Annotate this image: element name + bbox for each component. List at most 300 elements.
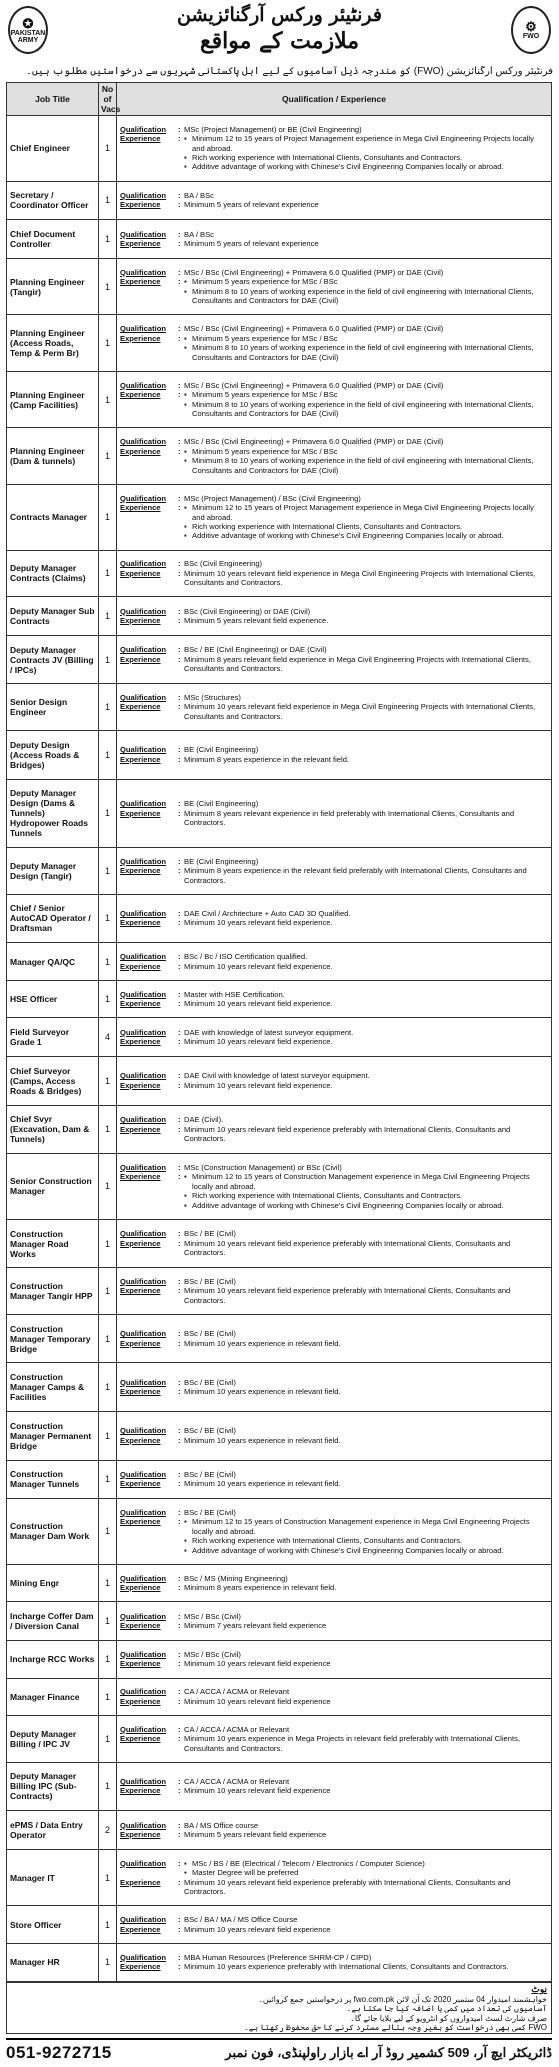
jobs-table	[6, 82, 552, 1982]
experience-value: Minimum 5 years experience for MSc / BSc	[192, 333, 338, 343]
qualification-value: DAE (Civil).	[184, 1115, 224, 1125]
job-title: Planning Engineer (Camp Facilities)	[7, 371, 99, 428]
qualification-line	[120, 990, 548, 999]
experience-label: Experience	[120, 1583, 161, 1593]
bullet-icon: ▪	[184, 399, 187, 409]
experience-value: Minimum 12 to 15 years of Project Management experience in Mega Civil Engineering Projects locally and abroad.	[192, 134, 534, 153]
vacancy-count: 1	[99, 1762, 117, 1811]
experience-line	[120, 655, 548, 674]
label-colon: :	[178, 559, 181, 569]
bullet-icon: ▪	[184, 522, 187, 532]
label-colon: :	[178, 961, 181, 971]
qualification-line	[120, 1868, 548, 1877]
label-colon: :	[178, 1286, 181, 1296]
table-row	[7, 1363, 552, 1412]
qualification-line	[120, 1163, 548, 1172]
label-colon: :	[178, 1962, 181, 1972]
vacancy-count: 1	[99, 1849, 117, 1906]
experience-label: Experience	[120, 918, 161, 928]
experience-value: Minimum 10 years relevant field experience.	[184, 999, 333, 1009]
table-row	[7, 1716, 552, 1763]
qualification-value: BSc / BA / MA / MS Office Course	[184, 1915, 298, 1925]
vacancy-count: 1	[99, 1943, 117, 1981]
experience-line	[120, 343, 548, 362]
label-colon: :	[178, 909, 181, 919]
label-colon: :	[178, 1924, 181, 1934]
qualification-experience-cell	[117, 1640, 552, 1678]
label-colon: :	[178, 1649, 181, 1659]
table-row	[7, 635, 552, 684]
bullet-icon: ▪	[184, 1545, 187, 1555]
experience-line	[120, 1201, 548, 1210]
qualification-value: Master with HSE Certification.	[184, 989, 285, 999]
experience-value: Minimum 8 years relevant field experience in Mega Civil Engineering Projects with International Clients, Consultants and Contractors.	[184, 654, 531, 674]
vacancy-count: 2	[99, 1811, 117, 1850]
qualification-experience-cell	[117, 730, 552, 779]
qualification-experience-cell	[117, 1460, 552, 1499]
table-row	[7, 258, 552, 315]
job-title: Manager IT	[7, 1849, 99, 1906]
label-colon: :	[178, 238, 181, 248]
qualification-value: BSc / BE (Civil Engineering) or DAE (Civil)	[184, 645, 327, 655]
bullet-icon: ▪	[184, 1191, 187, 1201]
footer	[6, 2038, 552, 2066]
label-colon: :	[178, 1621, 181, 1631]
fwo-logo	[511, 6, 551, 54]
qualification-line	[120, 857, 548, 866]
qualification-line	[120, 1329, 548, 1338]
experience-value: Minimum 10 years relevant field experience preferably with International Clients, Consultants and Contractors.	[184, 1238, 511, 1258]
bullet-icon: ▪	[184, 343, 187, 353]
experience-label: Experience	[120, 702, 161, 712]
label-colon: :	[178, 1915, 181, 1925]
label-colon: :	[178, 1276, 181, 1286]
qualification-value: CA / ACCA / ACMA or Relevant	[184, 1777, 290, 1787]
experience-value: Minimum 12 to 15 years of Construction Management experience in Mega Civil Engineering Projects locally and abroad.	[192, 1517, 530, 1536]
job-title: Construction Manager Camps & Facilities	[7, 1363, 99, 1412]
qualification-label: Qualification	[120, 1027, 166, 1037]
qualification-value: BSc / BE (Civil)	[184, 1276, 236, 1286]
qualification-value: Master Degree will be preferred	[192, 1868, 299, 1878]
table-row	[7, 894, 552, 943]
bullet-icon: ▪	[184, 134, 187, 144]
vacancy-count: 4	[99, 1018, 117, 1057]
experience-line	[120, 569, 548, 588]
qualification-experience-cell	[117, 848, 552, 895]
qualification-label: Qualification	[120, 324, 166, 334]
experience-label: Experience	[120, 1517, 161, 1527]
vacancy-count: 1	[99, 894, 117, 943]
qualification-value: MSc / BS / BE (Electrical / Telecom / Electronics / Computer Science)	[192, 1858, 425, 1868]
qualification-line	[120, 1915, 548, 1924]
label-colon: :	[178, 134, 181, 144]
qualification-experience-cell	[117, 1219, 552, 1268]
label-colon: :	[178, 693, 181, 703]
qualification-value: DAE Civil with knowledge of latest surveyor equipment.	[184, 1071, 370, 1081]
label-colon: :	[178, 446, 181, 456]
bullet-icon: ▪	[184, 531, 187, 541]
qualification-label: Qualification	[120, 559, 166, 569]
table-row	[7, 550, 552, 597]
label-colon: :	[178, 856, 181, 866]
label-colon: :	[178, 999, 181, 1009]
qualification-label: Qualification	[120, 267, 166, 277]
experience-line	[120, 702, 548, 721]
table-row	[7, 1460, 552, 1499]
qualification-label: Qualification	[120, 1724, 166, 1734]
qualification-experience-cell	[117, 258, 552, 315]
experience-value: Additive advantage of working with Chinese's Civil Engineering Companies locally or abroad.	[192, 531, 504, 541]
experience-line	[120, 1546, 548, 1555]
label-colon: :	[178, 1469, 181, 1479]
experience-value: Minimum 10 years relevant field experience.	[184, 961, 333, 971]
job-title: Deputy Manager Billing / IPC JV	[7, 1716, 99, 1763]
experience-value: Rich working experience with International Clients, Consultants and Contractors.	[192, 1536, 463, 1546]
table-row	[7, 1412, 552, 1461]
experience-line	[120, 239, 548, 248]
table-row	[7, 1314, 552, 1363]
table-row	[7, 220, 552, 259]
qualification-line	[120, 693, 548, 702]
logo-right-text: FWO	[522, 33, 540, 40]
qualification-experience-cell	[117, 1678, 552, 1716]
experience-value: Minimum 8 to 10 years of working experience in the field of civil engineering with International Clients, Consultants and Contractors for DAE (Civil)	[192, 343, 534, 362]
qualification-experience-cell	[117, 371, 552, 428]
qualification-experience-cell	[117, 1154, 552, 1220]
experience-value: Minimum 10 years relevant field experience	[184, 1696, 331, 1706]
label-colon: :	[178, 1696, 181, 1706]
job-title: Deputy Manager Sub Contracts	[7, 597, 99, 636]
experience-value: Minimum 5 years experience for MSc / BSc	[192, 446, 338, 456]
experience-value: Minimum 10 years relevant field experience.	[184, 1037, 333, 1047]
qualification-experience-cell	[117, 1762, 552, 1811]
table-row	[7, 371, 552, 428]
experience-label: Experience	[120, 1830, 161, 1840]
experience-line	[120, 162, 548, 171]
experience-line	[120, 522, 548, 531]
qualification-experience-cell	[117, 779, 552, 848]
label-colon: :	[178, 615, 181, 625]
experience-value: Minimum 7 years relevant field experience	[184, 1621, 327, 1631]
qualification-value: BSc / BE (Civil)	[184, 1469, 236, 1479]
qualification-experience-cell	[117, 428, 552, 485]
table-row	[7, 1678, 552, 1716]
qualification-experience-cell	[117, 485, 552, 551]
label-colon: :	[178, 702, 181, 712]
table-row	[7, 1906, 552, 1944]
vacancy-count: 1	[99, 1906, 117, 1944]
qualification-value: DAE with knowledge of latest surveyor equipment.	[184, 1027, 354, 1037]
experience-label: Experience	[120, 866, 161, 876]
qualification-label: Qualification	[120, 645, 166, 655]
bullet-icon: ▪	[184, 1536, 187, 1546]
notes-title: نوٹ	[531, 1984, 547, 1994]
experience-line	[120, 277, 548, 286]
bullet-icon: ▪	[184, 503, 187, 513]
experience-label-spacer	[120, 1201, 178, 1210]
experience-value: Minimum 10 years experience preferably with International Clients, Consultants and Contractors.	[184, 1962, 509, 1972]
experience-label: Experience	[120, 277, 161, 287]
label-colon: :	[178, 1724, 181, 1734]
qualification-line	[120, 1650, 548, 1659]
qualification-experience-cell	[117, 1018, 552, 1057]
qualification-label: Qualification	[120, 909, 166, 919]
qualification-value: MSc / BSc (Civil Engineering) + Primavera 6.0 Qualified (PMP) or DAE (Civil)	[184, 324, 444, 334]
bullet-icon: ▪	[184, 1858, 187, 1868]
qualification-label: Qualification	[120, 437, 166, 447]
label-colon: :	[178, 1229, 181, 1239]
qualification-value: MSc (Structures)	[184, 693, 241, 703]
label-colon: :	[178, 1027, 181, 1037]
experience-line	[120, 1583, 548, 1592]
qualification-experience-cell	[117, 943, 552, 981]
qualification-label: Qualification	[120, 952, 166, 962]
pakistan-army-logo	[8, 6, 48, 54]
label-colon: :	[178, 1479, 181, 1489]
qualification-value: MSc / BSc (Civil Engineering) + Primavera 6.0 Qualified (PMP) or DAE (Civil)	[184, 437, 444, 447]
experience-value: Minimum 10 years experience in relevant field.	[184, 1387, 341, 1397]
job-title: Chief Engineer	[7, 116, 99, 182]
experience-value: Minimum 5 years experience for MSc / BSc	[192, 277, 338, 287]
experience-label: Experience	[120, 999, 161, 1009]
experience-value: Minimum 8 years relevant experience in field preferably with International Clients, Consultants and Contractors.	[184, 808, 515, 827]
vacancy-count: 1	[99, 1412, 117, 1461]
vacancy-count: 1	[99, 1678, 117, 1716]
experience-value: Minimum 10 years relevant field experience	[184, 1659, 331, 1669]
experience-label: Experience	[120, 1080, 161, 1090]
experience-label: Experience	[120, 1962, 161, 1972]
label-colon: :	[178, 754, 181, 764]
experience-line	[120, 447, 548, 456]
job-title: Incharge RCC Works	[7, 1640, 99, 1678]
experience-label-spacer	[120, 162, 178, 171]
job-title: Senior Construction Manager	[7, 1154, 99, 1220]
job-title: Mining Engr	[7, 1564, 99, 1602]
experience-label: Experience	[120, 1479, 161, 1489]
experience-value: Minimum 10 years experience in Mega Projects in relevant field preferably with International Clients, Consultants and Contractors.	[184, 1734, 520, 1753]
qualification-experience-cell	[117, 980, 552, 1018]
experience-value: Minimum 10 years relevant field experience preferably with International Clients, Consultants and Contractors.	[184, 1124, 511, 1144]
qualification-line	[120, 1687, 548, 1696]
qualification-value: BSc / MS (Mining Engineering)	[184, 1573, 288, 1583]
job-title: Construction Manager Dam Work	[7, 1499, 99, 1565]
experience-value: Minimum 10 years relevant field experience in Mega Civil Engineering Projects with International Clients, Consultants and Contractors.	[184, 568, 536, 588]
label-colon: :	[178, 866, 181, 876]
job-title: Chief Svyr (Excavation, Dam & Tunnels)	[7, 1105, 99, 1154]
label-colon: :	[178, 1329, 181, 1339]
label-colon: :	[178, 1611, 181, 1621]
bullet-icon: ▪	[184, 390, 187, 400]
qualification-experience-cell	[117, 635, 552, 684]
experience-value: Minimum 5 years relevant field experience	[184, 1830, 327, 1840]
qualification-label: Qualification	[120, 1229, 166, 1239]
qualification-line	[120, 494, 548, 503]
qualification-value: BA / BSc	[184, 190, 214, 200]
experience-label: Experience	[120, 615, 161, 625]
experience-label-spacer	[120, 1536, 178, 1545]
label-colon: :	[178, 606, 181, 616]
vacancy-count: 1	[99, 1105, 117, 1154]
label-colon: :	[178, 1172, 181, 1182]
label-colon: :	[178, 1435, 181, 1445]
experience-line	[120, 1925, 548, 1934]
experience-line	[120, 1081, 548, 1090]
experience-line	[120, 999, 548, 1008]
job-title: Deputy Manager Design (Tangir)	[7, 848, 99, 895]
job-title: Construction Manager Temporary Bridge	[7, 1314, 99, 1363]
experience-value: Minimum 10 years relevant field experience.	[184, 1080, 333, 1090]
table-row	[7, 684, 552, 731]
experience-label: Experience	[120, 568, 161, 578]
qualification-line	[120, 952, 548, 961]
experience-label: Experience	[120, 200, 161, 210]
qualification-value: BSc / BE (Civil)	[184, 1329, 236, 1339]
experience-label-spacer	[120, 456, 178, 475]
table-row	[7, 1219, 552, 1268]
qualification-value: MSc / BSc (Civil)	[184, 1611, 241, 1621]
table-header-row	[7, 83, 552, 116]
experience-line	[120, 1621, 548, 1630]
bullet-icon: ▪	[184, 277, 187, 287]
qualification-label: Qualification	[120, 493, 166, 503]
experience-value: Minimum 8 to 10 years of working experience in the field of civil engineering with International Clients, Consultants and Contractors for DAE (Civil)	[192, 456, 534, 475]
experience-label-spacer	[120, 522, 178, 531]
qualification-label: Qualification	[120, 124, 166, 134]
job-heading: ملازمت کے مواقع	[199, 28, 360, 54]
experience-line	[120, 755, 548, 764]
table-row	[7, 1762, 552, 1811]
label-colon: :	[178, 1162, 181, 1172]
table-row	[7, 980, 552, 1018]
qualification-label: Qualification	[120, 1377, 166, 1387]
experience-line	[120, 962, 548, 971]
job-title: Construction Manager Road Works	[7, 1219, 99, 1268]
label-colon: :	[178, 1734, 181, 1744]
qualification-experience-cell	[117, 1268, 552, 1315]
qualification-line	[120, 1028, 548, 1037]
qualification-line	[120, 909, 548, 918]
experience-value: Minimum 8 years experience in relevant field.	[184, 1583, 337, 1593]
table-row	[7, 116, 552, 182]
qualification-experience-cell	[117, 315, 552, 372]
vacancy-count: 1	[99, 1602, 117, 1641]
qualification-label: Qualification	[120, 1649, 166, 1659]
experience-value: Rich working experience with International Clients, Consultants and Contractors.	[192, 522, 463, 532]
label-colon: :	[178, 1377, 181, 1387]
experience-value: Rich working experience with International Clients, Consultants and Contractors.	[192, 152, 463, 162]
label-colon: :	[178, 200, 181, 210]
table-row	[7, 597, 552, 636]
label-colon: :	[178, 1426, 181, 1436]
label-colon: :	[178, 493, 181, 503]
qualification-label: Qualification	[120, 989, 166, 999]
qualification-label: Qualification	[120, 1162, 166, 1172]
qualification-line	[120, 1115, 548, 1124]
org-title: فرنٹیئر ورکس آرگنائزیشن	[177, 4, 382, 26]
experience-line	[120, 1786, 548, 1795]
vacancy-count: 1	[99, 1363, 117, 1412]
qualification-line	[120, 799, 548, 808]
experience-line	[120, 200, 548, 209]
qualification-label: Qualification	[120, 1329, 166, 1339]
qualification-line	[120, 381, 548, 390]
qualification-label: Qualification	[120, 606, 166, 616]
footer-address: ڈائریکٹر ایچ آر، 509 کشمیر روڈ آر اے بازار راولپنڈی، فون نمبر	[225, 2045, 552, 2060]
qualification-value: MSc / BSc (Civil Engineering) + Primavera 6.0 Qualified (PMP) or DAE (Civil)	[184, 380, 444, 390]
experience-line	[120, 456, 548, 475]
experience-label: Experience	[120, 1238, 161, 1248]
experience-line	[120, 809, 548, 828]
table-row	[7, 1154, 552, 1220]
label-colon: :	[178, 952, 181, 962]
experience-value: Minimum 8 years experience in the relevant field preferably with International Clients, Consultants and Contractors.	[184, 866, 527, 885]
vacancy-count: 1	[99, 684, 117, 731]
label-colon: :	[178, 390, 181, 400]
experience-line	[120, 866, 548, 885]
vacancy-count: 1	[99, 116, 117, 182]
qualification-line	[120, 1821, 548, 1830]
label-colon: :	[178, 1115, 181, 1125]
job-title: Planning Engineer (Tangir)	[7, 258, 99, 315]
experience-label: Experience	[120, 446, 161, 456]
table-row	[7, 730, 552, 779]
qualification-label: Qualification	[120, 1469, 166, 1479]
experience-line	[120, 1830, 548, 1839]
label-colon: :	[178, 503, 181, 513]
job-title: Construction Manager Permanent Bridge	[7, 1412, 99, 1461]
bullet-icon: ▪	[184, 152, 187, 162]
qualification-label: Qualification	[120, 1777, 166, 1787]
qualification-line	[120, 1859, 548, 1868]
label-colon: :	[178, 1952, 181, 1962]
vacancy-count: 1	[99, 550, 117, 597]
experience-value: Additive advantage of working with Chinese's Civil Engineering Companies locally or abroad.	[192, 1545, 504, 1555]
experience-value: Minimum 8 to 10 years of working experience in the field of civil engineering with International Clients, Consultants and Contractors for DAE (Civil)	[192, 286, 534, 305]
qualification-value: MSc (Construction Management) or BSc (Civil)	[184, 1162, 342, 1172]
vacancy-count: 1	[99, 1564, 117, 1602]
label-colon: :	[178, 808, 181, 818]
qualification-line	[120, 437, 548, 446]
qualification-experience-cell	[117, 894, 552, 943]
qualification-line	[120, 1777, 548, 1786]
experience-label: Experience	[120, 961, 161, 971]
label-colon: :	[178, 277, 181, 287]
job-title: Manager QA/QC	[7, 943, 99, 981]
experience-line	[120, 287, 548, 306]
vacancy-count: 1	[99, 485, 117, 551]
experience-value: Minimum 10 years relevant field experience	[184, 1924, 331, 1934]
experience-line	[120, 531, 548, 540]
qualification-line	[120, 125, 548, 134]
job-title: Manager Finance	[7, 1678, 99, 1716]
qualification-line	[120, 1953, 548, 1962]
qualification-label-spacer	[120, 1868, 178, 1877]
experience-line	[120, 1191, 548, 1200]
job-title: Contracts Manager	[7, 485, 99, 551]
experience-label: Experience	[120, 808, 161, 818]
header	[60, 0, 499, 54]
qualification-label: Qualification	[120, 1507, 166, 1517]
experience-value: Minimum 12 to 15 years of Construction Management experience in Mega Civil Engineering Projects locally and abroad.	[192, 1172, 530, 1191]
job-title: Construction Manager Tunnels	[7, 1460, 99, 1499]
experience-line	[120, 1659, 548, 1668]
experience-label: Experience	[120, 654, 161, 664]
qualification-line	[120, 607, 548, 616]
bullet-icon: ▪	[184, 1200, 187, 1210]
label-colon: :	[178, 645, 181, 655]
label-colon: :	[178, 1777, 181, 1787]
experience-label: Experience	[120, 503, 161, 513]
